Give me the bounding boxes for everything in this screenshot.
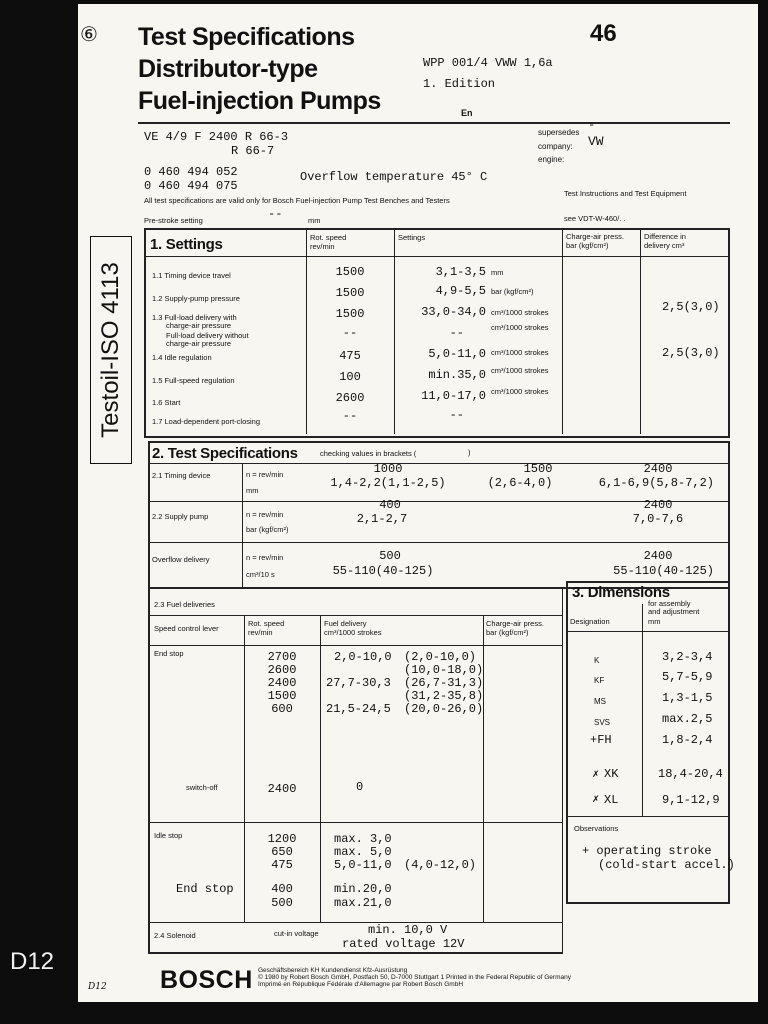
settings-row-unit: bar (kgf/cm²) [491,287,534,296]
handwritten-note: D12 [88,982,107,992]
settings-row-speed: 100 [339,370,361,384]
solenoid-value-2: rated voltage 12V [342,937,465,951]
fuel-left-rule [148,588,150,954]
settings-col-rule-3 [562,228,563,434]
observation-line: + operating stroke [582,844,712,858]
solenoid-label: 2.4 Solenoid [154,931,196,940]
end-stop-check: (26,7-31,3) [404,676,484,690]
settings-row-value: 11,0-17,0 [421,389,486,403]
fuel-heading: 2.3 Fuel deliveries [154,600,215,609]
test-specs-note-end: ) [468,448,471,457]
title-line-1: Test Specifications [138,23,355,51]
dimension-value: 9,1-12,9 [662,793,720,807]
settings-row-speed: -- [342,326,358,340]
settings-row-unit: cm³/1000 strokes [491,323,549,332]
supply-value: 2,1-2,7 [356,512,408,526]
settings-col-speed: Rot. speed [310,233,347,242]
part-number-2: 0 460 494 075 [144,179,238,193]
dimension-name: XK [604,767,619,781]
overflow-speed: 2400 [643,549,673,563]
end-stop-speed: 1500 [267,689,297,703]
switch-off-speed: 2400 [267,782,297,796]
timing-value: 1,4-2,2(1,1-2,5) [330,476,446,490]
iso-label-box [90,236,132,464]
idle-stop-label: Idle stop [154,831,183,840]
idle-stop-speed: 1200 [267,832,297,846]
timing-unit-1: n = rev/min [246,470,284,479]
fuel-solenoid-rule [148,922,562,923]
pump-type: VE 4/9 F 2400 R 66-3 [144,130,289,144]
settings-row-value: 5,0-11,0 [428,347,486,361]
dimensions-col-designation: Designation [570,617,610,626]
settings-row-label: Full-load delivery without [166,331,249,340]
cross-mark-icon: ✗ [592,794,600,804]
settings-row-speed: 1500 [335,307,365,321]
idle-stop-value: max. 5,0 [334,845,392,859]
dimensions-col-unit: mm [648,617,661,626]
solenoid-value-1: min. 10,0 V [368,923,448,937]
title-line-3: Fuel-injection Pumps [138,87,381,115]
idle-stop-speed: 475 [271,858,293,872]
settings-col-diff: Difference in [644,232,686,241]
settings-row-unit: cm³/1000 strokes [491,348,549,357]
timing-speed: 2400 [643,462,673,476]
overflow-value: 55-110(40-125) [613,564,714,578]
dimension-value: 1,3-1,5 [662,691,713,705]
settings-row-label: 1.1 Timing device travel [152,271,231,280]
settings-row-speed: 2600 [335,391,365,405]
timing-unit-2: mm [246,486,259,495]
dimension-name: KF [594,676,605,685]
settings-right-rule [728,228,730,438]
fuel-col-lever: Speed control lever [154,624,219,633]
dimensions-heading: 3. Dimensions [572,584,670,601]
settings-heading: 1. Settings [150,236,223,253]
dims-col-rule [642,604,643,816]
test-col-rule [242,463,243,588]
observation-line: (cold-start accel.) [598,858,735,872]
settings-top-rule [144,228,730,230]
idle-stop-value: 5,0-11,0 [334,858,392,872]
end-stop-check: (10,0-18,0) [404,663,484,677]
settings-row-speed: 475 [339,349,361,363]
company-value: VW [588,134,604,149]
dimension-value: 18,4-20,4 [658,767,723,781]
settings-row-unit: mm [491,268,504,277]
dimension-name: K [594,656,600,665]
end-stop-value: 27,7-30,3 [326,676,391,690]
settings-row-value: 4,9-5,5 [435,284,486,298]
overflow-unit-2: cm³/10 s [246,570,275,579]
dims-left-rule [566,581,568,903]
switch-off-label: switch-off [186,783,218,792]
dimensions-sub-2: and adjustment [648,607,700,616]
fuel-col-speed-unit: rev/min [248,628,273,637]
cross-mark-icon: ✗ [592,769,600,779]
dimension-name: SVS [594,718,611,727]
end-stop-speed: 2600 [267,663,297,677]
settings-row-speed: 1500 [335,265,365,279]
settings-row-label: 1.4 Idle regulation [152,353,212,362]
fuel-col-charge-unit: bar (kgf/cm²) [486,628,529,637]
footer-line: © 1980 by Robert Bosch GmbH, Postfach 50, D-7000 Stuttgart 1 Printed in the Federal Republic of Germany [258,974,571,981]
test-top-rule [148,441,730,443]
overflow-temperature: Overflow temperature 45° C [300,170,488,184]
settings-row-label: 1.6 Start [152,398,181,407]
observations-label: Observations [574,824,619,833]
dims-bottom-rule [566,902,730,904]
engine-label: engine: [538,155,565,164]
settings-row-label: 1.7 Load-dependent port-closing [152,417,260,426]
dimension-value: 3,2-3,4 [662,650,713,664]
prestroke-value: -- [268,207,283,221]
fuel-col-rule-2 [320,615,321,922]
settings-col-settings: Settings [398,233,426,242]
fuel-heading-rule [148,615,562,616]
settings-row-unit: cm³/1000 strokes [491,366,549,375]
dimensions-sub-1: for assembly [648,599,691,608]
bosch-logo: BOSCH [160,966,253,994]
end-stop-2-value: min.20,0 [334,882,392,896]
end-stop-2-speed: 500 [271,896,293,910]
timing-device-label: 2.1 Timing device [152,471,211,480]
settings-left-rule [144,228,146,438]
settings-row-unit: cm³/1000 strokes [491,308,549,317]
settings-row-label: 1.5 Full-speed regulation [152,376,235,385]
title-line-2: Distributor-type [138,55,318,83]
end-stop-check: (31,2-35,8) [404,689,484,703]
supply-speed: 2400 [643,498,673,512]
supersedes-label: supersedes [538,128,580,137]
settings-header-rule [144,256,730,257]
supply-speed: 400 [379,498,401,512]
dims-header-rule [566,631,730,632]
dimension-value: max.2,5 [662,712,713,726]
end-stop-speed: 600 [271,702,293,716]
settings-row-label-2: charge-air pressure [166,339,232,348]
overflow-unit-1: n = rev/min [246,553,284,562]
overflow-label: Overflow delivery [152,555,210,564]
dims-top-rule [566,581,730,583]
settings-row-speed: -- [342,409,358,423]
dimension-value: 5,7-5,9 [662,670,713,684]
circled-number: ⑥ [80,24,98,46]
company-label: company: [538,142,573,151]
overflow-value: 55-110(40-125) [332,564,434,578]
settings-col-rule-4 [640,228,641,434]
timing-speed: 1000 [373,462,403,476]
page-number: 46 [590,20,617,47]
end-stop-value: 21,5-24,5 [326,702,391,716]
end-stop-speed: 2400 [267,676,297,690]
overflow-speed: 500 [379,549,401,563]
supersedes-value: - [588,118,596,132]
idle-stop-check: (4,0-12,0) [404,858,477,872]
edition: 1. Edition [423,77,496,91]
settings-bottom-rule [144,436,730,438]
header-rule [138,122,730,124]
settings-col-charge: Charge-air press. [566,232,624,241]
fuel-bottom-rule [148,952,562,954]
supply-pump-label: 2.2 Supply pump [152,512,209,521]
fuel-col-delivery-unit: cm³/1000 strokes [324,628,382,637]
supply-value: 7,0-7,6 [632,512,684,526]
settings-row-value: 3,1-3,5 [435,265,486,279]
fuel-col-delivery: Fuel delivery [324,619,367,628]
supply-unit-1: n = rev/min [246,510,284,519]
fuel-col-speed: Rot. speed [248,619,285,628]
prestroke-unit: mm [308,216,321,225]
timing-value: 6,1-6,9(5,8-7,2) [598,476,714,490]
end-stop-label: End stop [154,649,184,658]
settings-row-value: 33,0-34,0 [421,305,486,319]
fuel-colhead-rule [148,645,562,646]
dimension-name: MS [594,697,606,706]
supply-unit-2: bar (kgf/cm²) [246,525,289,534]
settings-row-value: -- [449,326,464,340]
fuel-right-rule [562,588,563,954]
fuel-idle-rule [148,822,562,823]
test-instructions: Test Instructions and Test Equipment [564,189,687,198]
timing-speed: 1500 [523,462,553,476]
end-stop-2-speed: 400 [271,882,293,896]
end-stop-speed: 2700 [267,650,297,664]
settings-row-value: min.35,0 [428,368,486,382]
settings-row-label-2: charge-air pressure [166,321,232,330]
dimension-name: +FH [590,733,612,747]
end-stop-check: (2,0-10,0) [404,650,477,664]
timing-value: (2,6-4,0) [487,476,553,490]
end-stop-2-value: max.21,0 [334,896,392,910]
pump-type-variant: R 66-7 [231,144,275,158]
footer-line: Imprimé en République Fédérale d'Allemagne par Robert Bosch GmbH [258,981,464,988]
dimension-value: 1,8-2,4 [662,733,713,747]
settings-row-label: 1.2 Supply-pump pressure [152,294,240,303]
settings-col-charge-unit: bar (kgf/cm²) [566,241,609,250]
end-stop-2-label: End stop [176,882,234,896]
side-label: D12 [10,948,55,975]
end-stop-check: (20,0-26,0) [404,702,484,716]
test-specs-note: checking values in brackets ( [320,449,417,458]
fuel-col-rule-3 [483,615,484,922]
idle-stop-speed: 650 [271,845,293,859]
part-number-1: 0 460 494 052 [144,165,238,179]
idle-stop-value: max. 3,0 [334,832,392,846]
settings-col-speed-unit: rev/min [310,242,335,251]
test-row-rule-2 [148,542,730,543]
see-reference: see VDT-W-460/. . [564,214,626,223]
settings-row-label: 1.3 Full-load delivery with [152,313,237,322]
settings-row-diff: 2,5(3,0) [662,346,720,360]
settings-row-diff: 2,5(3,0) [662,300,720,314]
settings-row-value: -- [449,408,464,422]
spec-sheet [78,4,758,1002]
settings-row-speed: 1500 [335,286,365,300]
validity-note: All test specifications are valid only for Bosch Fuel-injection Pump Test Benches and Testers [144,196,450,205]
footer-line: Geschäftsbereich KH Kundendienst Kfz-Ausrüstung [258,967,408,974]
prestroke-label: Pre-stroke setting [144,216,203,225]
settings-row-unit: cm³/1000 strokes [491,387,549,396]
doc-ref: WPP 001/4 VWW 1,6a [423,56,553,70]
dims-obs-rule [566,816,730,817]
fuel-col-charge: Charge-air press. [486,619,544,628]
dims-right-rule [728,581,730,903]
iso-label: Testoil-ISO 4113 [97,262,124,438]
cutin-voltage-label: cut-in voltage [274,929,319,938]
settings-col-diff-unit: delivery cm³ [644,241,685,250]
end-stop-value: 2,0-10,0 [334,650,392,664]
switch-off-value: 0 [356,780,364,794]
test-specs-heading: 2. Test Specifications [152,445,298,462]
dimension-name: XL [604,793,619,807]
language: En [461,108,473,118]
